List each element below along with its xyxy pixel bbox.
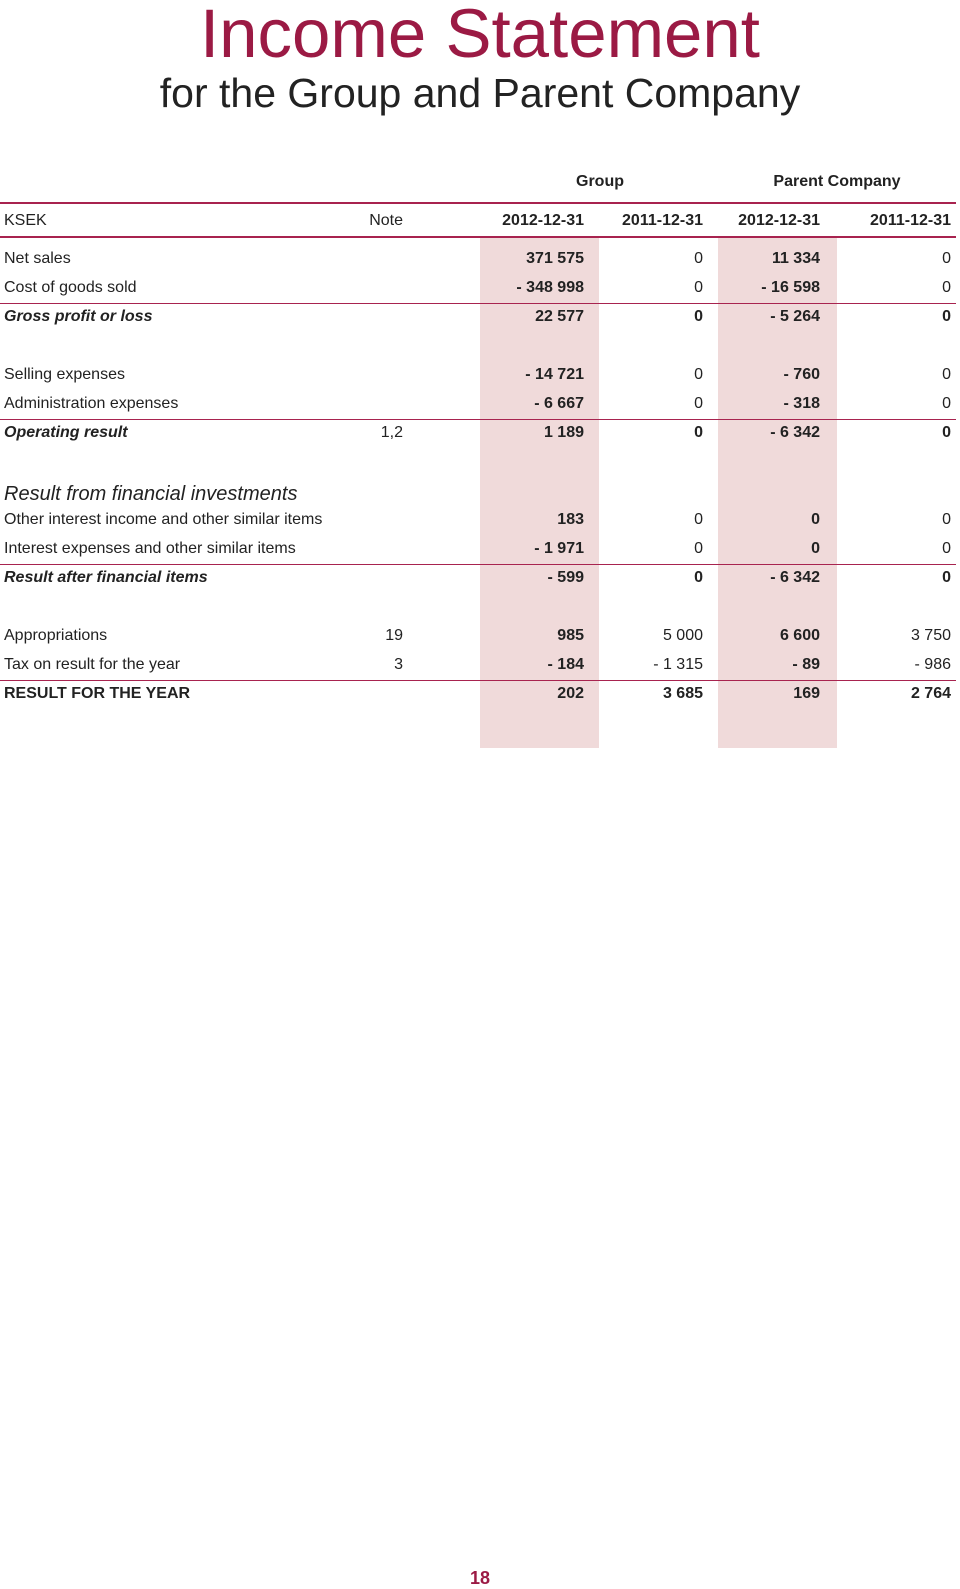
cell-parent-2011: 0	[942, 395, 951, 412]
row-label: Appropriations	[4, 627, 108, 644]
row-label: Net sales	[4, 250, 71, 267]
table-row	[0, 273, 956, 302]
cell-parent-2011: 0	[942, 308, 951, 325]
table-row	[0, 621, 956, 650]
cell-group-2011: 0	[694, 540, 703, 557]
col-group-2012: 2012-12-31	[502, 212, 584, 229]
note-ref: 3	[394, 656, 403, 673]
cell-group-2011: 0	[694, 511, 703, 528]
cell-group-2012: 371 575	[526, 250, 584, 267]
table-row	[0, 244, 956, 273]
cell-group-2012: - 1 971	[534, 540, 584, 557]
cell-parent-2012: - 760	[783, 366, 820, 383]
cell-parent-2012: - 16 598	[761, 279, 820, 296]
subtotal-row	[0, 302, 956, 331]
cell-group-2011: 0	[694, 250, 703, 267]
cell-parent-2011: 0	[942, 569, 951, 586]
page-subtitle: for the Group and Parent Company	[159, 70, 801, 116]
cell-group-2012: - 184	[547, 656, 584, 673]
note-ref: 1,2	[380, 424, 403, 441]
cell-parent-2012: 11 334	[771, 250, 820, 267]
row-label: Result after financial items	[4, 569, 208, 586]
col-group-2011: 2011-12-31	[622, 212, 703, 229]
cell-parent-2012: 0	[811, 511, 820, 528]
note-header: Note	[369, 212, 403, 229]
header-bottom-rule	[0, 236, 956, 238]
page-number: 18	[469, 1568, 491, 1588]
cell-parent-2011: 2 764	[910, 685, 951, 702]
cell-parent-2011: 0	[942, 366, 951, 383]
cell-parent-2011: 0	[942, 250, 951, 267]
section-heading-financial: Result from financial investments	[4, 483, 298, 505]
table-row	[0, 360, 956, 389]
cell-group-2011: 0	[694, 424, 703, 441]
cell-parent-2012: - 6 342	[770, 424, 820, 441]
ksek-label: KSEK	[4, 212, 47, 229]
cell-group-2011: 0	[694, 569, 703, 586]
cell-group-2012: - 348 998	[516, 279, 584, 296]
note-ref: 19	[385, 627, 403, 644]
cell-parent-2011: - 986	[914, 656, 951, 673]
cell-group-2012: 202	[557, 685, 584, 702]
subtotal-row	[0, 563, 956, 592]
group-header: Group	[576, 173, 624, 190]
cell-parent-2012: - 89	[792, 656, 820, 673]
cell-parent-2012: - 5 264	[770, 308, 820, 325]
cell-parent-2012: - 318	[783, 395, 820, 412]
cell-group-2011: 0	[694, 395, 703, 412]
column-header-row	[0, 206, 956, 235]
parent-company-header: Parent Company	[773, 173, 901, 190]
subtotal-row	[0, 418, 956, 447]
cell-group-2011: 3 685	[662, 685, 703, 702]
page-title: Income Statement	[200, 0, 760, 72]
cell-group-2012: 22 577	[535, 308, 584, 325]
cell-group-2011: - 1 315	[653, 656, 703, 673]
cell-group-2011: 5 000	[662, 627, 703, 644]
cell-group-2012: - 6 667	[534, 395, 584, 412]
col-parent-2011: 2011-12-31	[870, 212, 951, 229]
cell-parent-2011: 3 750	[910, 627, 951, 644]
row-label: Cost of goods sold	[4, 279, 137, 296]
row-label: Operating result	[4, 424, 128, 441]
row-label: Interest expenses and other similar items	[4, 540, 296, 557]
header-top-rule	[0, 202, 956, 204]
cell-parent-2011: 0	[942, 540, 951, 557]
row-label: Administration expenses	[4, 395, 179, 412]
cell-group-2011: 0	[694, 366, 703, 383]
col-parent-2012: 2012-12-31	[738, 212, 820, 229]
row-label: RESULT FOR THE YEAR	[4, 685, 191, 702]
total-row	[0, 679, 956, 708]
cell-group-2011: 0	[694, 308, 703, 325]
cell-parent-2012: 0	[811, 540, 820, 557]
row-label: Tax on result for the year	[4, 656, 181, 673]
row-label: Other interest income and other similar items	[4, 511, 323, 528]
cell-group-2012: 183	[557, 511, 584, 528]
cell-parent-2012: - 6 342	[770, 569, 820, 586]
table-row	[0, 505, 956, 534]
row-label: Selling expenses	[4, 366, 125, 383]
cell-parent-2011: 0	[942, 511, 951, 528]
cell-group-2012: - 599	[547, 569, 584, 586]
table-row	[0, 650, 956, 679]
cell-parent-2011: 0	[942, 279, 951, 296]
row-label: Gross profit or loss	[4, 308, 153, 325]
cell-parent-2012: 169	[793, 685, 820, 702]
table-row	[0, 534, 956, 563]
cell-group-2011: 0	[694, 279, 703, 296]
cell-group-2012: 985	[557, 627, 584, 644]
cell-group-2012: - 14 721	[525, 366, 584, 383]
cell-parent-2011: 0	[942, 424, 951, 441]
cell-parent-2012: 6 600	[779, 627, 820, 644]
cell-group-2012: 1 189	[543, 424, 584, 441]
table-row	[0, 389, 956, 418]
